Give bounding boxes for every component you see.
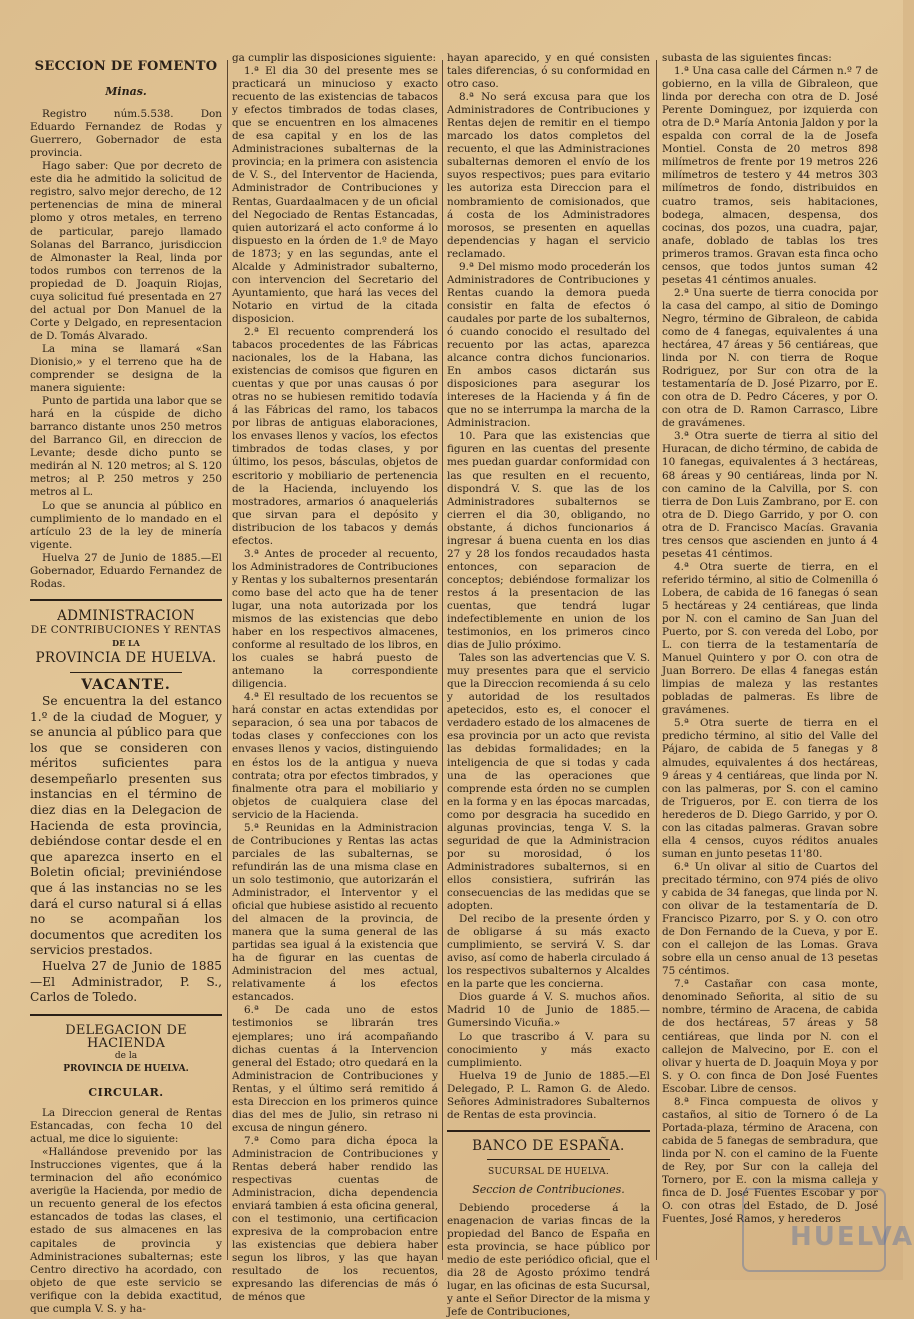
stamp-text: HUELVA [790, 1222, 914, 1252]
divider [70, 672, 182, 673]
column-rule [442, 60, 443, 1260]
paragraph: Registro núm.5.538. Don Eduardo Fernandez de Rodas y Guerrero, Gobernador de esta provincia. [30, 108, 222, 160]
paragraph: Punto de partida una labor que se hará en la cúspide de dicho barranco distante unos 250 metros del Barranco Gil, en direccion de Levante; desde dicho punto se medirán al N. 120 metros; al S. 120 metros; al P. 250 metros y 250 metros al L. [30, 395, 222, 499]
admin-subtitle: DE CONTRIBUCIONES Y RENTAS [30, 623, 222, 636]
paragraph: 8.ª Finca compuesta de olivos y castaños, al sitio de Tornero ó de La Portada-plaza, término de Aracena, con cabida de 5 fanegas de sembradura, que linda por N. con el camino de la Fuente de Rey, por Sur con la calleja del Tornero, por E. con la misma calleja y finca de D. José Fuentes Escobar y por O. con otras del Estado, de D. José Fuentes, José Ramos, y herederos [662, 1095, 878, 1226]
banco-title: BANCO DE ESPAÑA. [472, 1137, 625, 1154]
admin-province: PROVINCIA DE HUELVA. [35, 649, 217, 666]
admin-title: ADMINISTRACION [57, 607, 195, 624]
delegacion-title: DELEGACION DE HACIENDA [65, 1022, 187, 1051]
paragraph: hayan aparecido, y en qué consisten tales diferencias, ó su conformidad en otro caso. [447, 52, 650, 91]
column-1 [30, 52, 222, 1315]
divider [30, 599, 222, 601]
divider [447, 1130, 650, 1132]
paragraph: 1.ª Una casa calle del Cármen n.º 7 de gobierno, en la villa de Gibraleon, que linda por derecha con otra de D. José Perente Dominguez, por izquierda con otra de D.ª María Antonia Jaldon y por la espalda con corral de la de Josefa Montiel. Consta de 20 metros 898 milímetros de frente por 19 metros 226 milímetros de testero y 44 metros 303 milímetros de fondo, distribuidos en cuatro tramos, seis habitaciones, bodega, almacen, despensa, dos cocinas, dos pozos, una cuadra, pajar, anafe, doblado de tablas los tres primeros tramos. Gravan esta finca ocho censos, que todos juntos suman 42 pesetas 41 céntimos anuales. [662, 65, 878, 286]
paragraph: Debiendo procederse á la enagenacion de varias fincas de la propiedad del Banco de España en esta provincia, se hace público por medio de este periódico oficial, que el dia 28 de Agosto próximo tendrá lugar, en las oficinas de esta Sucursal, y ante el Señor Director de la misma y Jefe de Contribuciones, [447, 1201, 650, 1319]
paragraph: La Direccion general de Rentas Estancadas, con fecha 10 del actual, me dice lo siguiente: [30, 1107, 222, 1146]
paragraph: Huelva 27 de Junio de 1885.—El Gobernador, Eduardo Fernandez de Rodas. [30, 551, 222, 590]
paragraph: subasta de las siguientes fincas: [662, 52, 832, 64]
paragraph: 1.ª El dia 30 del presente mes se practicará un minucioso y exacto recuento de las existencias de tabacos y efectos timbrados de todas clases, que se encuentren en los almacenes de esa capital y en los de las Administraciones subalternas de la provincia; en la primera con asistencia de V. S., del Interventor de Hacienda, Administrador de Contribuciones y Rentas, Guardaalmacen y de un oficial del Negociado de Rentas Estancadas, quien autorizará el acto conforme á lo dispuesto en la órden de 1.º de Mayo de 1873; y en las segundas, ante el Alcalde y Administrador subalterno, con intervencion del Secretario del Ayuntamiento, que hará las veces del Notario en virtud de la citada disposicion. [232, 65, 438, 325]
paragraph: ga cumplir las disposiciones siguiente: [232, 52, 436, 64]
paragraph: Dios guarde á V. S. muchos años. Madrid 10 de Junio de 1885.—Gumersindo Vicuña.» [447, 991, 650, 1030]
column-rule [656, 60, 657, 1260]
paragraph: 4.ª El resultado de los recuentos se hará constar en actas extendidas por separacion, ó sea una por tabacos de todas clases y confecciones con los envases llenos y vacios, distinguiendo en éstos los de la antigua y nueva contrata; otra por efectos timbrados, y finalmente otra para el mobiliario y objetos de cualquiera clase del servicio de la Hacienda. [232, 691, 438, 821]
vacante-heading: VACANTE. [81, 676, 171, 693]
paragraph: 3.ª Otra suerte de tierra al sitio del Huracan, de dicho término, de cabida de 10 fanegas, equivalentes á 3 hectáreas, 68 áreas y 90 centiáreas, linda por N. con camino de la Calvilla, por S. con tierra de Don Luis Zambrano, por E. con otra de D. Diego Garrido, y por O. con otra de D. Francisco Macías. Gravania tres censos que ascienden en junto á 4 pesetas 41 céntimos. [662, 430, 878, 560]
sucursal-heading: SUCURSAL DE HUELVA. [487, 1166, 609, 1177]
paragraph: 6.ª De cada uno de estos testimonios se librarán tres ejemplares; uno irá acompañando dichas cuentas á la Intervencion general del Estado; otro quedará en la Administracion de Contribuciones y Rentas, y el último será remitido á esta Direccion en los primeros quince dias del mes de Julio, sin retraso ni excusa de ningun género. [232, 1004, 438, 1134]
divider [487, 1159, 610, 1160]
paragraph: Lo que trascribo á V. para su conocimiento y más exacto cumplimiento. [447, 1030, 650, 1069]
paragraph: 4.ª Otra suerte de tierra, en el referido término, al sitio de Colmenilla ó Lobera, de cabida de 16 fanegas ó sean 5 hectáreas y 24 centiáreas, que linda por N. con el camino de San Juan del Puerto, por S. con vereda del Lobo, por L. con tierra de la testamentaría de Manuel Quintero y por O. con otra de Juan Borrero. De ellas 4 fanegas están limpias de maleza y las restantes pobladas de palmeras. Es libre de gravámenes. [662, 560, 878, 717]
column-3 [447, 52, 650, 1319]
paragraph: 3.ª Antes de proceder al recuento, los Administradores de Contribuciones y Rentas y los subalternos presentarán como base del acto que ha de tener lugar, una nota autorizada por los mismos de las existencias que debo haber en los respectivos almacenes, conforme al resultado de los libros, en los cuales se habrá puesto de antemano la correspondiente diligencia. [232, 547, 438, 691]
paragraph: Del recibo de la presente órden y de obligarse á su más exacto cumplimiento, se servirá V. S. dar aviso, así como de haberla circulado á los respectivos subalternos y Alcaldes en la parte que les concierna. [447, 913, 650, 991]
paragraph: La mina se llamará «San Dionisio,» y el terreno que ha de comprender se designa de la manera siguiente: [30, 342, 222, 395]
seccion-heading: Seccion de Contribuciones. [472, 1182, 625, 1196]
paragraph: 5.ª Reunidas en la Administracion de Contribuciones y Rentas las actas parciales de las subalternas, se refundirán las de una misma clase en un solo testimonio, que autorizarán el Administrador, el Interventor y el oficial que hubiese asistido al recuento del almacen de la provincia, de manera que la suma general de las partidas sea igual á la existencia que ha de figurar en las cuentas de Administracion del mes actual, relativamente á los efectos estancados. [232, 821, 438, 1004]
paragraph: Hago saber: Que por decreto de este dia he admitido la solicitud de registro, salvo mejor derecho, de 12 pertenencias de mina de mineral plomo y otros metales, en terreno de particular, parejo llamado Solanas del Barranco, jurisdiccion de Almonaster la Real, linda por todos rumbos con terrenos de la propiedad de D. Joaquin Riojas, cuya solicitud fué presentada en 27 del actual por Don Manuel de la Corte y Delgado, en representacion de D. Tomás Alvarado. [30, 160, 222, 342]
paragraph: 2.ª Una suerte de tierra conocida por la casa del campo, al sitio de Domingo Negro, término de Gibraleon, de cabida como de 4 fanegas, equivalentes á una hectárea, 47 áreas y 56 centiáreas, que linda por N. con tierra de Roque Rodriguez, por Sur con otra de la testamentaría de D. José Pizarro, por E. con otra de D. Pedro Cáceres, y por O. con otra de D. Ramon Carrasco, Libre de gravámenes. [662, 286, 878, 430]
column-4 [662, 52, 878, 1266]
delegacion-province: PROVINCIA DE HUELVA. [63, 1063, 189, 1074]
section-subtitle: Minas. [105, 85, 147, 99]
paragraph: «Hallándose prevenido por las Instrucciones vigentes, que á la terminacion del año económico averigüe la Hacienda, por medio de un recuento general de los efectos estancados de todas las clases, el estado de sus almacenes en las capitales de provincia y Administraciones subalternas; este Centro directivo ha acordado, con objeto de que este servicio se verifique con la debida exactitud, que cumpla V. S. y ha- [30, 1146, 222, 1315]
paragraph: 7.ª Castañar con casa monte, denominado Señorita, al sitio de su nombre, término de Aracena, de cabida de dos hectáreas, 57 áreas y 58 centiáreas, que linda por N. con el callejon de Malvecino, por E. con el olivar y huerta de D. Joaquin Moya y por S. y O. con finca de Don José Fuentes Escobar. Libre de censos. [662, 978, 878, 1095]
paragraph: Se encuentra la del estanco 1.º de la ciudad de Moguer, y se anuncia al público para que los que se consideren con méritos suficientes para desempeñarlo presenten sus instancias en el término de diez dias en la Delegacion de Hacienda de esta provincia, debiéndose contar desde el en que aparezca inserto en el Boletin oficial; previniéndose que á las instancias no se les dará el curso natural si á ellas no se acompañan los documentos que acrediten los servicios prestados. [30, 693, 222, 958]
paragraph: 5.ª Otra suerte de tierra en el predicho término, al sitio del Valle del Pájaro, de cabida de 5 fanegas y 8 almudes, equivalentes á dos hectáreas, 9 áreas y 4 centiáreas, que linda por N. con las palmeras, por S. con el camino de Trigueros, por E. con tierra de los herederos de D. Diego Garrido, y por O. con las citadas palmeras. Gravan sobre ella 4 censos, cuyos réditos anuales suman en junto pesetas 11'80. [662, 717, 878, 860]
divider [30, 1014, 222, 1016]
admin-dela: DE LA [112, 637, 140, 648]
paragraph: 2.ª El recuento comprenderá los tabacos procedentes de las Fábricas nacionales, los de la Habana, las existencias de comisos que figuren en cuentas y que por unas causas ó por otras no se hubiesen remitido todavía á las Fábricas del ramo, los tabacos por libras de antiguas elaboraciones, los envases llenos y vacíos, los efectos timbrados de todas clases, y por último, los pesos, básculas, objetos de escritorio y mobiliario de pertenencia de la Hacienda, incluyendo los mostradores, armarios ó anaqueleriás que sirvan para el depósito y distribucion de los tabacos y demás efectos. [232, 325, 438, 547]
section-title: SECCION DE FOMENTO [34, 59, 218, 74]
circular-heading: CIRCULAR. [88, 1085, 164, 1099]
paragraph: 6.ª Un olivar al sitio de Cuartos del precitado término, con 974 piés de olivo y cabida de 34 fanegas, que linda por N. con olivar de la testamentaría de D. Francisco Pizarro, por S. y O. con otro de Don Fernando de la Cueva, y por E. con el callejon de las Lomas. Grava sobre ella un censo anual de 13 pesetas 75 céntimos. [662, 860, 878, 978]
column-2 [232, 52, 438, 1304]
paragraph: 7.ª Como para dicha época la Administracion de Contribuciones y Rentas deberá haber rendido las respectivas cuentas de Administracion, dicha dependencia enviará tambien á esta oficina general, con el testimonio, una certificacion expresiva de la comprobacion entre las existencias que debiera haber segun los libros, y las que hayan resultado de los recuentos, expresando las diferencias de más ó de ménos que [232, 1134, 438, 1304]
paragraph: 9.ª Del mismo modo procederán los Administradores de Contribuciones y Rentas cuando la demora pueda consistir en falta de efectos ó caudales por parte de los subalternos, ó cuando conocido el resultado del recuento por las actas, aparezca alcance contra dichos funcionarios. En ambos casos dictarán sus disposiciones para asegurar los intereses de la Hacienda y á fin de que no se interrumpa la marcha de la Administracion. [447, 260, 650, 430]
paragraph: 10. Para que las existencias que figuren en las cuentas del presente mes puedan guardar conformidad con las que resulten en el recuento, dispondrá V. S. que las de los Administradores subalternos se cierren el dia 30, obligando, no obstante, á dichos funcionarios á ingresar á buena cuenta en los dias 27 y 28 los fondos recaudados hasta entonces, con separacion de conceptos; debiéndose formalizar los restos á la presentacion de las cuentas, que tendrá lugar indefectiblemente en union de los testimonios, en los primeros cinco dias de Julio próximo. [447, 430, 650, 652]
column-rule [227, 60, 228, 1260]
paragraph: Tales son las advertencias que V. S. muy presentes para que el servicio que la Direccion recomienda á su celo y autoridad de los resultados apetecidos, esto es, el conocer el verdadero estado de los almacenes de esa provincia por un acto que revista las debidas formalidades; en la inteligencia de que si todas y cada una de las operaciones que comprende esta órden no se cumplen en la forma y en las épocas marcadas, como por desgracia ha sucedido en algunas provincias, tenga V. S. la seguridad de que la Administracion por su morosidad, ó los Administradores subalternos, si en ellos consistiera, sufrirán las consecuencias de las medidas que se adopten. [447, 652, 650, 913]
delegacion-dela: de la [114, 1050, 138, 1061]
paragraph: Huelva 27 de Junio de 1885 —El Administrador, P. S., Carlos de Toledo. [30, 959, 222, 1005]
paragraph: 8.ª No será excusa para que los Administradores de Contribuciones y Rentas dejen de remitir en el tiempo marcado los datos completos del recuento, el que las Administraciones subalternas demoren el envío de los suyos respectivos; pues para evitario les autoriza esta Direccion para el nombramiento de comisionados, que á costa de los Administradores morosos, se presenten en aquellas dependencias y hagan el servicio reclamado. [447, 91, 650, 260]
paragraph: Lo que se anuncia al público en cumplimiento de lo mandado en el artículo 23 de la ley de minería vigente. [30, 499, 222, 551]
paragraph: Huelva 19 de Junio de 1885.—El Delegado, P. L. Ramon G. de Aledo. Señores Administradores Subalternos de Rentas de esta provincia. [447, 1069, 650, 1121]
